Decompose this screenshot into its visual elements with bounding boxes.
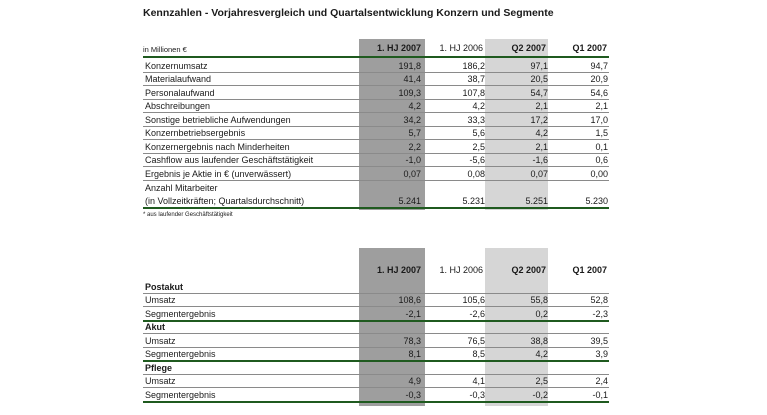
cell-value: 54,7: [530, 87, 548, 98]
column-header: Q2 2007: [511, 265, 546, 275]
table-row: [143, 387, 609, 403]
row-label: Ergebnis je Aktie in € (unverwässert): [145, 168, 292, 179]
row-label: Pflege: [145, 362, 173, 373]
cell-value: -2,3: [592, 308, 608, 319]
cell-value: -0,1: [592, 389, 608, 400]
cell-value: 76,5: [467, 335, 485, 346]
cell-value: 3,9: [595, 349, 608, 359]
row-label: Segmentergebnis: [145, 308, 216, 319]
cell-value: 4,2: [535, 349, 548, 359]
cell-value: 0,2: [535, 308, 548, 319]
cell-value: -0,2: [532, 389, 548, 400]
cell-value: 5.231: [462, 195, 485, 206]
row-label: Personalaufwand: [145, 87, 215, 98]
table-row: [143, 333, 609, 348]
table-row: [143, 99, 609, 114]
cell-value: 33,3: [467, 114, 485, 125]
cell-value: 0,6: [595, 155, 608, 165]
cell-value: 8,1: [408, 349, 421, 359]
row-label: Konzernergebnis nach Minderheiten: [145, 141, 290, 152]
row-label: Sonstige betriebliche Aufwendungen: [145, 114, 291, 125]
footnote: * aus laufender Geschäftstätigkeit: [143, 212, 233, 218]
cell-value: 105,6: [462, 295, 485, 305]
column-header: Q1 2007: [572, 265, 607, 275]
cell-value: 0,07: [403, 168, 421, 179]
row-label: Materialaufwand: [145, 74, 212, 84]
table-row: [143, 180, 609, 209]
column-header: 1. HJ 2006: [439, 43, 483, 53]
cell-value: 52,8: [590, 295, 608, 305]
cell-value: 0,1: [595, 141, 608, 152]
cell-value: 2,1: [535, 101, 548, 111]
cell-value: 8,5: [472, 349, 485, 359]
cell-value: -5,6: [469, 155, 485, 165]
cell-value: 97,1: [530, 60, 548, 71]
table-row: [143, 126, 609, 141]
table-row: [143, 293, 609, 308]
cell-value: 38,8: [530, 335, 548, 346]
cell-value: 34,2: [403, 114, 421, 125]
table-row: [143, 139, 609, 154]
column-header: 1. HJ 2007: [376, 43, 421, 53]
row-label: Konzernbetriebsergebnis: [145, 128, 246, 138]
cell-value: 4,2: [535, 128, 548, 138]
column-header: Q2 2007: [511, 43, 546, 53]
column-header: 1. HJ 2007: [376, 265, 421, 275]
row-label: Cashflow aus laufender Geschäftstätigkeit: [145, 155, 314, 165]
cell-value: 4,2: [472, 101, 485, 111]
row-label: Umsatz: [145, 376, 176, 386]
row-label: Segmentergebnis: [145, 389, 216, 400]
cell-value: 0,00: [590, 168, 608, 179]
cell-value: 20,5: [530, 74, 548, 84]
cell-value: 5.241: [398, 195, 421, 206]
cell-value: 4,9: [408, 376, 421, 386]
cell-value: 2,1: [535, 141, 548, 152]
row-label: Postakut: [145, 281, 184, 292]
table-row: [143, 153, 609, 168]
table-row: [143, 166, 609, 181]
table-row: [143, 72, 609, 87]
cell-value: 17,0: [590, 114, 608, 125]
cell-value: -0,3: [405, 389, 421, 400]
column-header: Q1 2007: [572, 43, 607, 53]
cell-value: 0,07: [530, 168, 548, 179]
cell-value: 94,7: [590, 60, 608, 71]
cell-value: 41,4: [403, 74, 421, 84]
section-row: [143, 360, 609, 375]
cell-value: 17,2: [530, 114, 548, 125]
cell-value: 5,7: [408, 128, 421, 138]
cell-value: 5.230: [585, 195, 608, 206]
cell-value: 55,8: [530, 295, 548, 305]
row-label: Anzahl Mitarbeiter: [145, 182, 218, 193]
section-row: [143, 279, 609, 294]
cell-value: 5,6: [472, 128, 485, 138]
cell-value: -1,0: [405, 155, 421, 165]
cell-value: -2,1: [405, 308, 421, 319]
cell-value: 2,4: [595, 376, 608, 386]
cell-value: 4,1: [472, 376, 485, 386]
row-label: Akut: [145, 322, 165, 332]
cell-value: 5.251: [525, 195, 548, 206]
cell-value: 2,1: [595, 101, 608, 111]
row-label: Konzernumsatz: [145, 60, 208, 71]
section-row: [143, 320, 609, 335]
cell-value: 1,5: [595, 128, 608, 138]
column-header: 1. HJ 2006: [439, 265, 483, 275]
row-label: Abschreibungen: [145, 101, 211, 111]
table-row: [143, 112, 609, 127]
cell-value: 38,7: [467, 74, 485, 84]
table-row: [143, 85, 609, 100]
unit-label: in Millionen €: [143, 45, 187, 54]
row-label: Segmentergebnis: [145, 349, 216, 359]
cell-value: 109,3: [398, 87, 421, 98]
page-title: Kennzahlen - Vorjahresvergleich und Quartalsentwicklung Konzern und Segmente: [143, 7, 554, 19]
row-label: Umsatz: [145, 295, 176, 305]
cell-value: 191,8: [398, 60, 421, 71]
cell-value: 186,2: [462, 60, 485, 71]
cell-value: 107,8: [462, 87, 485, 98]
cell-value: 2,5: [472, 141, 485, 152]
cell-value: 2,2: [408, 141, 421, 152]
cell-value: 0,08: [467, 168, 485, 179]
cell-value: 2,5: [535, 376, 548, 386]
cell-value: 4,2: [408, 101, 421, 111]
table-row: [143, 58, 609, 73]
cell-value: 20,9: [590, 74, 608, 84]
cell-value: 78,3: [403, 335, 421, 346]
cell-value: -0,3: [469, 389, 485, 400]
cell-value: 108,6: [398, 295, 421, 305]
row-label: (in Vollzeitkräften; Quartalsdurchschnitt): [145, 195, 305, 206]
cell-value: 54,6: [590, 87, 608, 98]
row-label: Umsatz: [145, 335, 176, 346]
cell-value: -2,6: [469, 308, 485, 319]
table-row: [143, 374, 609, 389]
cell-value: 39,5: [590, 335, 608, 346]
cell-value: -1,6: [532, 155, 548, 165]
